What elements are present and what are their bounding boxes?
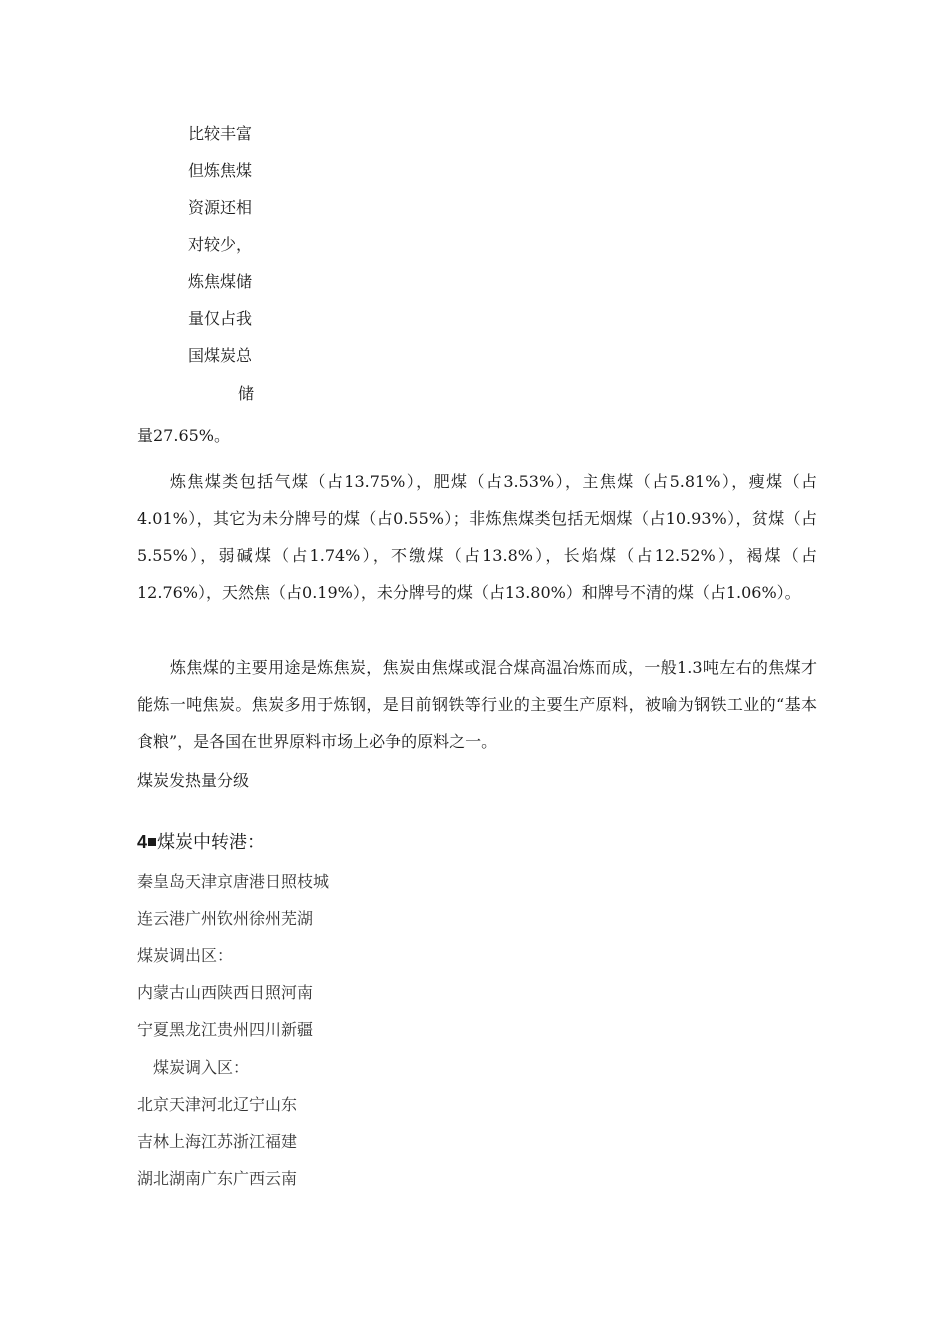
narrow-column-line: 国煤炭总 (188, 346, 253, 365)
narrow-column-line: 对较少， (188, 235, 253, 254)
list-item: 连云港广州钦州徐州芜湖 (137, 909, 314, 928)
square-bullet-icon (148, 838, 156, 846)
list-item: 秦皇岛天津京唐港日照枝城 (137, 872, 330, 891)
narrow-column-line: 炼焦煤储 (188, 272, 253, 291)
list-item: 北京天津河北辽宁山东 (137, 1095, 298, 1114)
heading-number: 4 (137, 832, 148, 852)
narrow-column-tail: 量27.65%。 (137, 426, 231, 445)
list-item: 宁夏黑龙江贵州四川新疆 (137, 1020, 314, 1039)
narrow-column-line: 但炼焦煤 (188, 161, 253, 180)
narrow-column-line: 比较丰富 (188, 124, 253, 143)
heading-text: 煤炭中转港： (157, 832, 266, 853)
coking-coal-usage-paragraph: 炼焦煤的主要用途是炼焦炭，焦炭由焦煤或混合煤高温冶炼而成，一般1.3吨左右的焦煤才能炼一吨焦炭。焦炭多用于炼钢，是目前钢铁等行业的主要生产原料，被喻为钢铁工业的“基本食粮”，是各国在世界原料市场上必争的原料之一。 (137, 658, 817, 751)
section-heading (137, 830, 265, 855)
export-label: 煤炭调出区： (137, 946, 234, 965)
list-item: 吉林上海江苏浙江福建 (137, 1132, 298, 1151)
import-label: 煤炭调入区： (153, 1058, 250, 1077)
section-label: 煤炭发热量分级 (137, 771, 250, 790)
narrow-column-line: 储 (238, 384, 255, 403)
list-item: 湖北湖南广东广西云南 (137, 1169, 298, 1188)
coal-types-paragraph: 炼焦煤类包括气煤（占13.75%），肥煤（占3.53%），主焦煤（占5.81%），瘦煤（占4.01%），其它为未分牌号的煤（占0.55%）；非炼焦煤类包括无烟煤（占10.93%），贫煤（占5.55%），弱碱煤（占1.74%），不缴煤（占13.8%），长焰煤（占12.52%），褐煤（占12.76%），天然焦（占0.19%），未分牌号的煤（占13.80%）和牌号不清的煤（占1.06%）。 (137, 472, 817, 602)
narrow-column-line: 资源还相 (188, 198, 253, 217)
list-item: 内蒙古山西陕西日照河南 (137, 983, 314, 1002)
narrow-column-line: 量仅占我 (188, 309, 253, 328)
